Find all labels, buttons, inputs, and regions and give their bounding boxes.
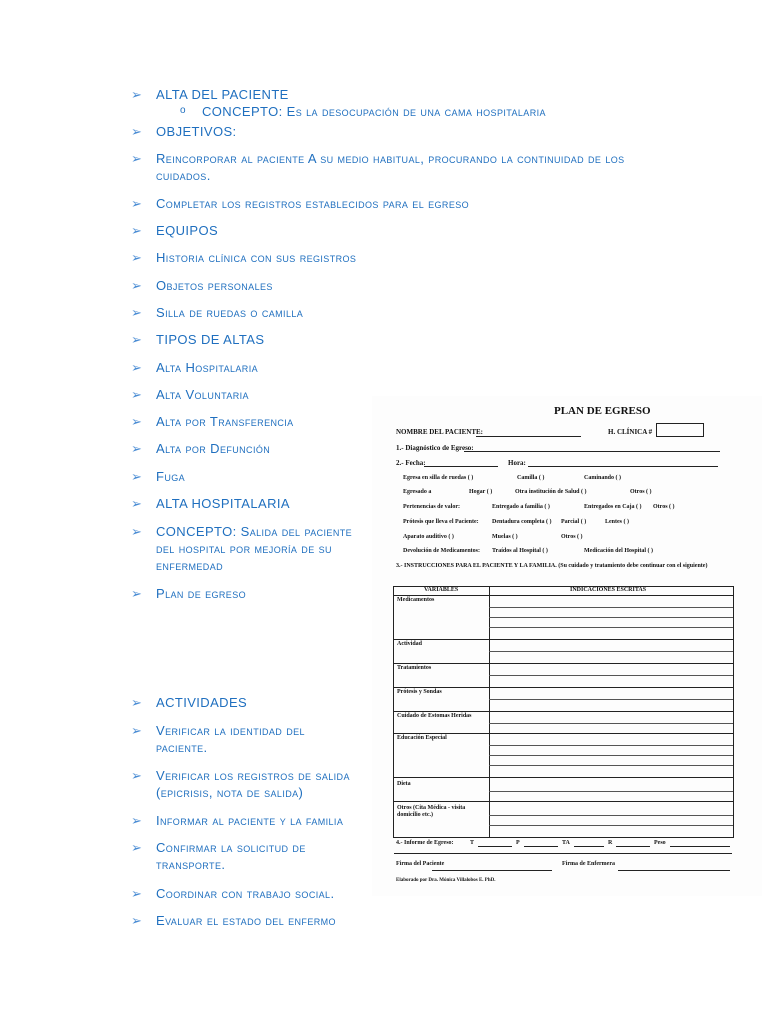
arrow-bullet-icon: ➢ <box>131 223 142 238</box>
form-entregado-fam: Entregado a familia ( ) <box>492 504 550 510</box>
form-traidos: Traídos al Hospital ( ) <box>492 548 548 554</box>
form-entregados-caja: Entregados en Caja ( ) <box>584 504 642 510</box>
form-pertenencias: Pertenencias de valor: <box>403 504 460 510</box>
form-ta: TA <box>562 840 570 846</box>
arrow-bullet-icon: ➢ <box>131 695 142 710</box>
form-hclinica-label: H. CLÍNICA # <box>608 428 653 436</box>
arrow-bullet-icon: ➢ <box>131 840 142 855</box>
arrow-bullet-icon: ➢ <box>131 913 142 928</box>
form-hogar: Hogar ( ) <box>469 489 493 495</box>
form-firma-enfermera: Firma de Enfermera <box>562 861 615 867</box>
arrow-bullet-icon: ➢ <box>131 305 142 320</box>
form-informe: 4.- Informe de Egreso: <box>396 840 454 846</box>
form-otros3: Otros ( ) <box>561 534 583 540</box>
form-medicacion: Medicación del Hospital ( ) <box>584 548 653 554</box>
arrow-bullet-icon: ➢ <box>131 360 142 375</box>
row-educacion: Educación Especial <box>397 735 447 741</box>
arrow-bullet-icon: ➢ <box>131 250 142 265</box>
arrow-bullet-icon: ➢ <box>131 387 142 402</box>
form-nombre-label: NOMBRE DEL PACIENTE: <box>396 428 483 436</box>
form-lentes: Lentes ( ) <box>605 519 629 525</box>
form-devolucion: Devolución de Medicamentos: <box>403 548 480 554</box>
form-nombre-line <box>476 436 581 437</box>
row-cuidado: Cuidado de Estomas Heridas <box>397 713 472 719</box>
form-caminando: Caminando ( ) <box>584 475 622 481</box>
form-egresado: Egresado a <box>403 489 432 495</box>
col-indicaciones: INDICACIONES ESCRITAS <box>570 587 647 593</box>
plan-egreso-form-image <box>372 396 762 896</box>
form-firma-paciente: Firma del Paciente <box>396 861 445 867</box>
form-egresa: Egresa en silla de ruedas ( ) <box>403 475 474 481</box>
form-hclinica-box <box>656 423 704 437</box>
arrow-bullet-icon: ➢ <box>131 496 142 511</box>
row-otros: Otros (Cita Médica - visita domicilio etc.) <box>397 805 466 818</box>
form-fecha-label: 2.- Fecha: <box>396 459 426 467</box>
arrow-bullet-icon: ➢ <box>131 151 142 166</box>
form-parcial: Parcial ( ) <box>561 519 587 525</box>
form-otra-inst: Otra institución de Salud ( ) <box>515 489 587 495</box>
row-tratamientos: Tratamientos <box>397 665 432 671</box>
arrow-bullet-icon: ➢ <box>131 586 142 601</box>
form-instrucciones: 3.- INSTRUCCIONES PARA EL PACIENTE Y LA FAMILIA. (Su cuidado y tratamiento debe continuar con el siguiente) <box>396 563 708 569</box>
form-protesis: Prótesis que lleva el Paciente: <box>403 519 479 525</box>
circle-bullet-icon: o <box>180 105 186 116</box>
form-title: PLAN DE EGRESO <box>554 405 651 417</box>
form-hora-label: Hora: <box>508 459 526 467</box>
form-elaborado: Elaborado por Dra. Mónica Villalobos E. PhD. <box>396 878 496 883</box>
form-p: P <box>516 840 520 846</box>
form-diag-line <box>464 451 720 452</box>
form-table <box>393 586 734 838</box>
arrow-bullet-icon: ➢ <box>131 414 142 429</box>
form-otros2: Otros ( ) <box>653 504 675 510</box>
arrow-bullet-icon: ➢ <box>131 469 142 484</box>
arrow-bullet-icon: ➢ <box>131 813 142 828</box>
form-hora-line <box>528 466 718 467</box>
form-otros1: Otros ( ) <box>630 489 652 495</box>
row-dieta: Dieta <box>397 781 411 787</box>
arrow-bullet-icon: ➢ <box>131 196 142 211</box>
arrow-bullet-icon: ➢ <box>131 524 142 539</box>
arrow-bullet-icon: ➢ <box>131 441 142 456</box>
form-peso: Peso <box>654 840 666 846</box>
arrow-bullet-icon: ➢ <box>131 124 142 139</box>
arrow-bullet-icon: ➢ <box>131 332 142 347</box>
form-fecha-line <box>424 466 498 467</box>
form-r: R <box>608 840 613 846</box>
arrow-bullet-icon: ➢ <box>131 278 142 293</box>
arrow-bullet-icon: ➢ <box>131 768 142 783</box>
arrow-bullet-icon: ➢ <box>131 723 142 738</box>
form-diag-label: 1.- Diagnóstico de Egreso: <box>396 444 474 452</box>
row-actividad: Actividad <box>397 641 423 647</box>
row-medicamentos: Medicamentos <box>397 597 435 603</box>
form-aparato: Aparato auditivo ( ) <box>403 534 454 540</box>
form-muletas: Muelas ( ) <box>492 534 518 540</box>
row-protesis: Prótesis y Sondas <box>397 689 442 695</box>
form-dentadura: Dentadura completa ( ) <box>492 519 552 525</box>
arrow-bullet-icon: ➢ <box>131 87 142 102</box>
arrow-bullet-icon: ➢ <box>131 886 142 901</box>
form-t: T <box>470 840 475 846</box>
form-camilla: Camilla ( ) <box>517 475 545 481</box>
col-variables: VARIABLES <box>424 587 459 593</box>
